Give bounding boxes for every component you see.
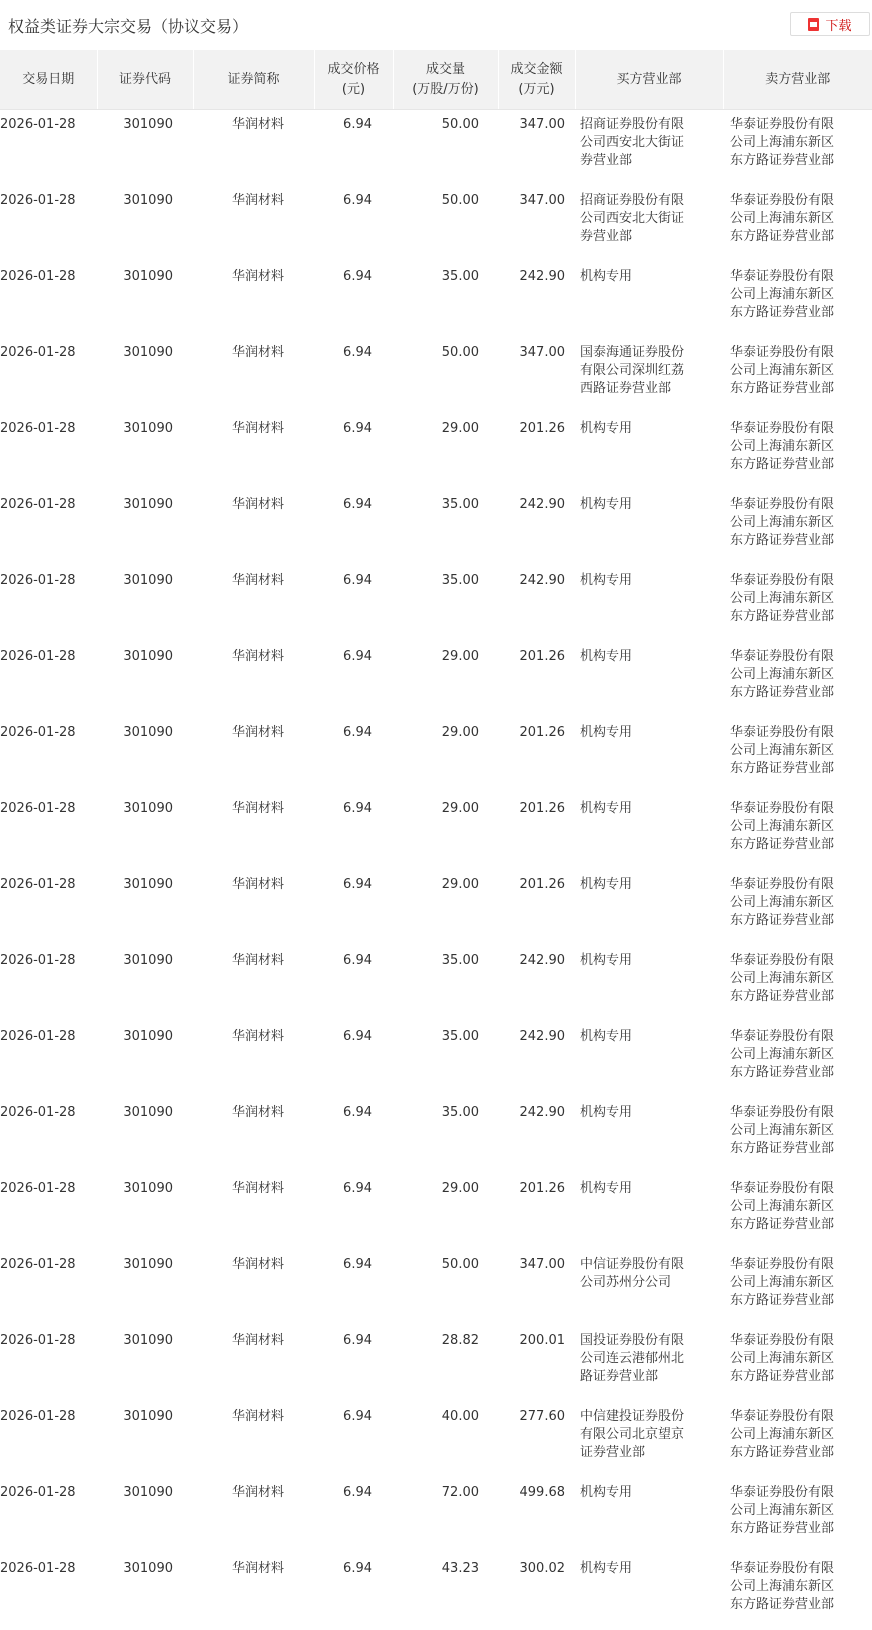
security-code-cell: 301090 <box>123 877 173 892</box>
trade-date-cell: 2026-01-28 <box>0 1029 76 1044</box>
page-header <box>0 0 872 50</box>
price-cell: 6.94 <box>343 953 372 968</box>
security-code-cell: 301090 <box>123 117 173 132</box>
seller-branch-cell: 华泰证券股份有限公司上海浦东新区东方路证券营业部 <box>730 1561 835 1612</box>
table-row <box>0 338 872 414</box>
amount-cell: 277.60 <box>519 1409 565 1424</box>
seller-branch-cell: 华泰证券股份有限公司上海浦东新区东方路证券营业部 <box>730 725 835 776</box>
volume-cell: 50.00 <box>441 345 479 360</box>
price-cell: 6.94 <box>343 1181 372 1196</box>
trade-date-cell: 2026-01-28 <box>0 1485 76 1500</box>
table-row <box>0 262 872 338</box>
seller-branch-cell: 华泰证券股份有限公司上海浦东新区东方路证券营业部 <box>730 801 835 852</box>
download-label: 下载 <box>825 18 852 34</box>
table-row <box>0 794 872 870</box>
amount-cell: 499.68 <box>519 1485 565 1500</box>
buyer-branch-cell: 机构专用 <box>580 801 633 816</box>
security-code-cell: 301090 <box>123 497 173 512</box>
buyer-branch-cell: 招商证券股份有限公司西安北大街证券营业部 <box>580 117 685 168</box>
col-header-seller[interactable]: 卖方营业部 <box>723 50 872 110</box>
security-name-cell: 华润材料 <box>231 1257 284 1272</box>
volume-cell: 35.00 <box>441 953 479 968</box>
download-button[interactable] <box>790 12 870 36</box>
trade-date-cell: 2026-01-28 <box>0 649 76 664</box>
amount-cell: 242.90 <box>519 1029 565 1044</box>
trade-date-cell: 2026-01-28 <box>0 953 76 968</box>
security-code-cell: 301090 <box>123 345 173 360</box>
trade-date-cell: 2026-01-28 <box>0 117 76 132</box>
price-cell: 6.94 <box>343 1333 372 1348</box>
price-cell: 6.94 <box>343 193 372 208</box>
volume-cell: 28.82 <box>441 1333 479 1348</box>
amount-cell: 242.90 <box>519 1105 565 1120</box>
trade-date-cell: 2026-01-28 <box>0 1257 76 1272</box>
amount-cell: 201.26 <box>519 877 565 892</box>
table-header-row <box>0 50 872 110</box>
table-row <box>0 1174 872 1250</box>
seller-branch-cell: 华泰证券股份有限公司上海浦东新区东方路证券营业部 <box>730 269 835 320</box>
amount-cell: 242.90 <box>519 953 565 968</box>
security-name-cell: 华润材料 <box>231 1333 284 1348</box>
volume-cell: 35.00 <box>441 1029 479 1044</box>
price-cell: 6.94 <box>343 1029 372 1044</box>
price-cell: 6.94 <box>343 649 372 664</box>
buyer-branch-cell: 机构专用 <box>580 649 633 664</box>
buyer-branch-cell: 机构专用 <box>580 877 633 892</box>
trade-date-cell: 2026-01-28 <box>0 725 76 740</box>
security-code-cell: 301090 <box>123 1257 173 1272</box>
security-name-cell: 华润材料 <box>231 649 284 664</box>
table-row <box>0 1250 872 1326</box>
buyer-branch-cell: 机构专用 <box>580 1485 633 1500</box>
seller-branch-cell: 华泰证券股份有限公司上海浦东新区东方路证券营业部 <box>730 1409 835 1460</box>
buyer-branch-cell: 机构专用 <box>580 421 633 436</box>
buyer-branch-cell: 机构专用 <box>580 1029 633 1044</box>
amount-cell: 201.26 <box>519 801 565 816</box>
security-name-cell: 华润材料 <box>231 1409 284 1424</box>
security-code-cell: 301090 <box>123 1181 173 1196</box>
security-code-cell: 301090 <box>123 1409 173 1424</box>
buyer-branch-cell: 机构专用 <box>580 953 633 968</box>
volume-cell: 29.00 <box>441 649 479 664</box>
price-cell: 6.94 <box>343 421 372 436</box>
seller-branch-cell: 华泰证券股份有限公司上海浦东新区东方路证券营业部 <box>730 649 835 700</box>
block-trade-table <box>0 50 872 1630</box>
table-row <box>0 642 872 718</box>
trade-date-cell: 2026-01-28 <box>0 1333 76 1348</box>
buyer-branch-cell: 国泰海通证券股份有限公司深圳红荔西路证券营业部 <box>580 345 685 396</box>
price-cell: 6.94 <box>343 1105 372 1120</box>
security-name-cell: 华润材料 <box>231 269 284 284</box>
trade-date-cell: 2026-01-28 <box>0 345 76 360</box>
security-code-cell: 301090 <box>123 269 173 284</box>
seller-branch-cell: 华泰证券股份有限公司上海浦东新区东方路证券营业部 <box>730 193 835 244</box>
col-header-date[interactable]: 交易日期 <box>0 50 97 110</box>
trade-date-cell: 2026-01-28 <box>0 497 76 512</box>
amount-cell: 347.00 <box>519 117 565 132</box>
security-code-cell: 301090 <box>123 421 173 436</box>
security-name-cell: 华润材料 <box>231 1105 284 1120</box>
security-code-cell: 301090 <box>123 649 173 664</box>
buyer-branch-cell: 机构专用 <box>580 725 633 740</box>
security-name-cell: 华润材料 <box>231 497 284 512</box>
volume-cell: 29.00 <box>441 421 479 436</box>
table-row <box>0 718 872 794</box>
amount-cell: 347.00 <box>519 1257 565 1272</box>
trade-date-cell: 2026-01-28 <box>0 1409 76 1424</box>
table-row <box>0 1554 872 1630</box>
seller-branch-cell: 华泰证券股份有限公司上海浦东新区东方路证券营业部 <box>730 1257 835 1308</box>
price-cell: 6.94 <box>343 573 372 588</box>
buyer-branch-cell: 机构专用 <box>580 573 633 588</box>
seller-branch-cell: 华泰证券股份有限公司上海浦东新区东方路证券营业部 <box>730 1333 835 1384</box>
table-row <box>0 1402 872 1478</box>
security-name-cell: 华润材料 <box>231 1029 284 1044</box>
seller-branch-cell: 华泰证券股份有限公司上海浦东新区东方路证券营业部 <box>730 497 835 548</box>
security-code-cell: 301090 <box>123 953 173 968</box>
trade-date-cell: 2026-01-28 <box>0 1181 76 1196</box>
col-header-name[interactable]: 证券简称 <box>193 50 314 110</box>
seller-branch-cell: 华泰证券股份有限公司上海浦东新区东方路证券营业部 <box>730 953 835 1004</box>
seller-branch-cell: 华泰证券股份有限公司上海浦东新区东方路证券营业部 <box>730 1485 835 1536</box>
price-cell: 6.94 <box>343 877 372 892</box>
price-cell: 6.94 <box>343 1409 372 1424</box>
security-name-cell: 华润材料 <box>231 193 284 208</box>
seller-branch-cell: 华泰证券股份有限公司上海浦东新区东方路证券营业部 <box>730 117 835 168</box>
seller-branch-cell: 华泰证券股份有限公司上海浦东新区东方路证券营业部 <box>730 345 835 396</box>
buyer-branch-cell: 机构专用 <box>580 1561 633 1576</box>
table-row <box>0 1022 872 1098</box>
security-name-cell: 华润材料 <box>231 725 284 740</box>
amount-cell: 300.02 <box>519 1561 565 1576</box>
price-cell: 6.94 <box>343 1257 372 1272</box>
buyer-branch-cell: 国投证券股份有限公司连云港郁州北路证券营业部 <box>580 1333 685 1384</box>
page-title: 权益类证券大宗交易（协议交易） <box>8 17 249 36</box>
table-row <box>0 870 872 946</box>
seller-branch-cell: 华泰证券股份有限公司上海浦东新区东方路证券营业部 <box>730 1029 835 1080</box>
trade-date-cell: 2026-01-28 <box>0 421 76 436</box>
seller-branch-cell: 华泰证券股份有限公司上海浦东新区东方路证券营业部 <box>730 877 835 928</box>
amount-cell: 201.26 <box>519 725 565 740</box>
volume-cell: 35.00 <box>441 269 479 284</box>
security-code-cell: 301090 <box>123 1105 173 1120</box>
buyer-branch-cell: 招商证券股份有限公司西安北大街证券营业部 <box>580 193 685 244</box>
security-code-cell: 301090 <box>123 573 173 588</box>
col-header-buyer[interactable]: 买方营业部 <box>575 50 723 110</box>
price-cell: 6.94 <box>343 1561 372 1576</box>
trade-date-cell: 2026-01-28 <box>0 269 76 284</box>
security-code-cell: 301090 <box>123 193 173 208</box>
amount-cell: 242.90 <box>519 573 565 588</box>
table-row <box>0 566 872 642</box>
volume-cell: 29.00 <box>441 877 479 892</box>
price-cell: 6.94 <box>343 801 372 816</box>
buyer-branch-cell: 中信建投证券股份有限公司北京望京证券营业部 <box>580 1409 685 1460</box>
col-header-amount[interactable]: 成交金额 (万元) <box>498 50 575 110</box>
pdf-file-icon <box>808 18 819 31</box>
security-code-cell: 301090 <box>123 801 173 816</box>
price-cell: 6.94 <box>343 269 372 284</box>
amount-cell: 201.26 <box>519 1181 565 1196</box>
col-header-price[interactable]: 成交价格 (元) <box>314 50 393 110</box>
security-name-cell: 华润材料 <box>231 421 284 436</box>
security-code-cell: 301090 <box>123 725 173 740</box>
security-name-cell: 华润材料 <box>231 117 284 132</box>
col-header-volume[interactable]: 成交量 (万股/万份) <box>393 50 498 110</box>
price-cell: 6.94 <box>343 497 372 512</box>
security-name-cell: 华润材料 <box>231 345 284 360</box>
price-cell: 6.94 <box>343 117 372 132</box>
col-header-code[interactable]: 证券代码 <box>97 50 193 110</box>
trade-date-cell: 2026-01-28 <box>0 801 76 816</box>
volume-cell: 29.00 <box>441 801 479 816</box>
volume-cell: 40.00 <box>441 1409 479 1424</box>
buyer-branch-cell: 机构专用 <box>580 1105 633 1120</box>
volume-cell: 50.00 <box>441 1257 479 1272</box>
security-code-cell: 301090 <box>123 1485 173 1500</box>
security-name-cell: 华润材料 <box>231 877 284 892</box>
volume-cell: 29.00 <box>441 725 479 740</box>
amount-cell: 200.01 <box>519 1333 565 1348</box>
table-row <box>0 186 872 262</box>
price-cell: 6.94 <box>343 345 372 360</box>
trade-date-cell: 2026-01-28 <box>0 573 76 588</box>
security-name-cell: 华润材料 <box>231 801 284 816</box>
seller-branch-cell: 华泰证券股份有限公司上海浦东新区东方路证券营业部 <box>730 1181 835 1232</box>
buyer-branch-cell: 机构专用 <box>580 497 633 512</box>
security-name-cell: 华润材料 <box>231 1485 284 1500</box>
volume-cell: 43.23 <box>441 1561 479 1576</box>
volume-cell: 50.00 <box>441 117 479 132</box>
security-name-cell: 华润材料 <box>231 953 284 968</box>
amount-cell: 242.90 <box>519 269 565 284</box>
amount-cell: 347.00 <box>519 193 565 208</box>
trade-date-cell: 2026-01-28 <box>0 1561 76 1576</box>
buyer-branch-cell: 中信证券股份有限公司苏州分公司 <box>580 1257 685 1290</box>
table-row <box>0 1326 872 1402</box>
security-code-cell: 301090 <box>123 1029 173 1044</box>
volume-cell: 29.00 <box>441 1181 479 1196</box>
security-name-cell: 华润材料 <box>231 573 284 588</box>
amount-cell: 347.00 <box>519 345 565 360</box>
volume-cell: 50.00 <box>441 193 479 208</box>
table-row <box>0 110 872 187</box>
table-row <box>0 490 872 566</box>
security-code-cell: 301090 <box>123 1561 173 1576</box>
amount-cell: 201.26 <box>519 649 565 664</box>
buyer-branch-cell: 机构专用 <box>580 1181 633 1196</box>
table-row <box>0 1478 872 1554</box>
volume-cell: 35.00 <box>441 1105 479 1120</box>
seller-branch-cell: 华泰证券股份有限公司上海浦东新区东方路证券营业部 <box>730 421 835 472</box>
buyer-branch-cell: 机构专用 <box>580 269 633 284</box>
volume-cell: 72.00 <box>441 1485 479 1500</box>
volume-cell: 35.00 <box>441 573 479 588</box>
amount-cell: 242.90 <box>519 497 565 512</box>
price-cell: 6.94 <box>343 1485 372 1500</box>
table-row <box>0 946 872 1022</box>
security-code-cell: 301090 <box>123 1333 173 1348</box>
trade-date-cell: 2026-01-28 <box>0 877 76 892</box>
price-cell: 6.94 <box>343 725 372 740</box>
trade-date-cell: 2026-01-28 <box>0 193 76 208</box>
seller-branch-cell: 华泰证券股份有限公司上海浦东新区东方路证券营业部 <box>730 573 835 624</box>
trade-date-cell: 2026-01-28 <box>0 1105 76 1120</box>
table-row <box>0 414 872 490</box>
volume-cell: 35.00 <box>441 497 479 512</box>
security-name-cell: 华润材料 <box>231 1561 284 1576</box>
table-row <box>0 1098 872 1174</box>
seller-branch-cell: 华泰证券股份有限公司上海浦东新区东方路证券营业部 <box>730 1105 835 1156</box>
security-name-cell: 华润材料 <box>231 1181 284 1196</box>
amount-cell: 201.26 <box>519 421 565 436</box>
